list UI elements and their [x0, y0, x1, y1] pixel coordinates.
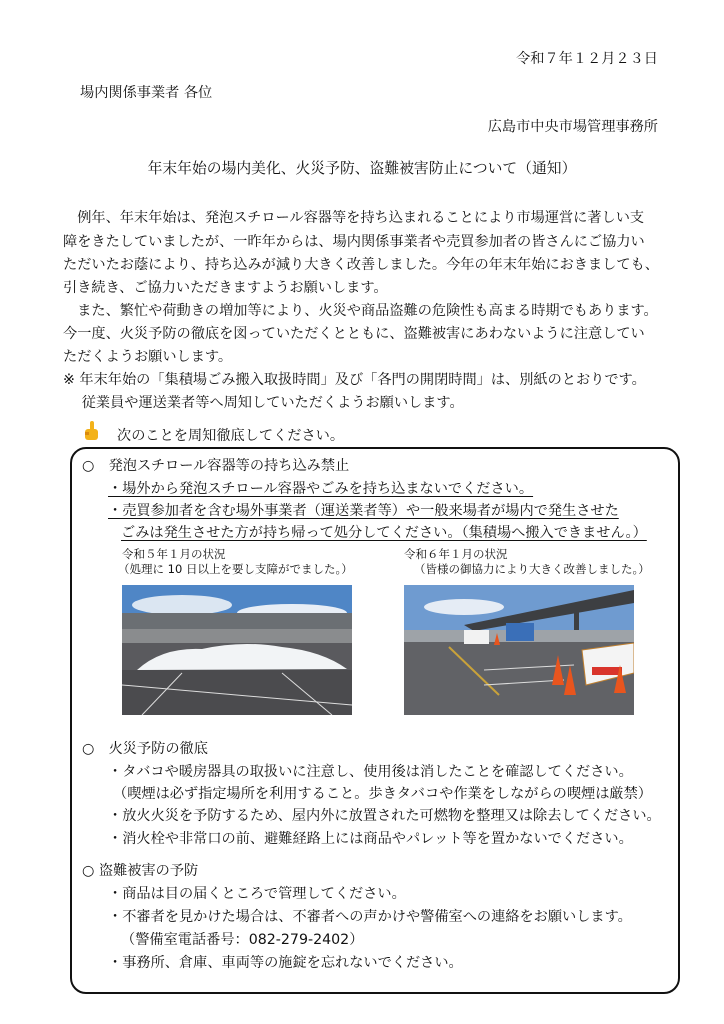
page-title: 年末年始の場内美化、火災予防、盗難被害防止について（通知）	[147, 160, 577, 177]
theft-item: ・事務所、倉庫、車両等の施錠を忘れないでください。	[108, 955, 463, 971]
theft-item: ・不審者を見かけた場合は、不審者への声かけや警備室への連絡をお願いします。	[108, 909, 632, 925]
styrofoam-item: ・場外から発泡スチロール容器やごみを持ち込まないでください。	[108, 481, 534, 497]
addressee: 場内関係事業者 各位	[80, 85, 213, 101]
pointing-hand-icon	[82, 420, 102, 442]
theft-item: ・商品は目の届くところで管理してください。	[108, 886, 406, 902]
photo-caption: （皆様の御協力により大きく改善しました。）	[414, 562, 650, 576]
styrofoam-item: ・売買参加者を含む場外事業者（運送業者等）や一般来場者が場内で発生させた	[108, 503, 619, 519]
section-heading-fire: ○ 火災予防の徹底	[82, 741, 208, 757]
body-line: 従業員や運送業者等へ周知していただくようお願いします。	[63, 395, 464, 411]
security-phone: （警備室電話番号：082-279-2402）	[121, 932, 364, 948]
fire-item: ・放火火災を予防するため、屋内外に放置された可燃物を整理又は除去してください。	[108, 808, 661, 824]
date: 令和７年１２月２３日	[516, 51, 658, 67]
fire-item: （喫煙は必ず指定場所を利用すること。歩きタバコや作業をしながらの喫煙は厳禁）	[113, 786, 652, 802]
body-line: 例年、年末年始は、発泡スチロール容器等を持ち込まれることにより市場運営に著しい支	[63, 210, 645, 226]
fire-item: ・消火栓や非常口の前、避難経路上には商品やパレット等を置かないでください。	[108, 831, 633, 847]
photo-caption: 令和６年１月の状況	[404, 547, 508, 561]
notice-text: 次のことを周知徹底してください。	[117, 428, 345, 444]
section-heading-theft: ○ 盗難被害の予防	[82, 863, 199, 879]
photo-2024-clean-lot	[404, 585, 634, 715]
styrofoam-item: ごみは発生させた方が持ち帰って処分してください。（集積場へ搬入できません。）	[121, 525, 647, 541]
body-line: また、繁忙や荷動きの増加等により、火災や商品盗難の危険性も高まる時期でもあります。	[63, 303, 658, 319]
sender: 広島市中央市場管理事務所	[487, 119, 658, 135]
body-line: 今一度、火災予防の徹底を図っていただくとともに、盗難被害にあわないように注意してい	[63, 326, 645, 342]
body-line: ※ 年末年始の「集積場ごみ搬入取扱時間」及び「各門の開閉時間」は、別紙のとおりです。	[63, 372, 646, 388]
fire-item: ・タバコや暖房器具の取扱いに注意し、使用後は消したことを確認してください。	[108, 764, 633, 780]
body-line: ただいたお蔭により、持ち込みが減り大きく改善しました。今年の年末年始におきましても、	[63, 257, 659, 273]
body-line: ただくようお願いします。	[63, 349, 233, 365]
photo-caption: 令和５年１月の状況	[122, 547, 226, 561]
photo-2023-styrofoam-pile	[122, 585, 352, 715]
section-heading-styrofoam: ○ 発泡スチロール容器等の持ち込み禁止	[82, 458, 350, 474]
body-line: 障をきたしていましたが、一昨年からは、場内関係事業者や売買参加者の皆さんにご協力い	[63, 234, 645, 250]
body-line: 引き続き、ご協力いただきますようお願いします。	[63, 280, 388, 296]
photo-caption: （処理に 10 日以上を要し支障がでました。）	[118, 562, 353, 576]
